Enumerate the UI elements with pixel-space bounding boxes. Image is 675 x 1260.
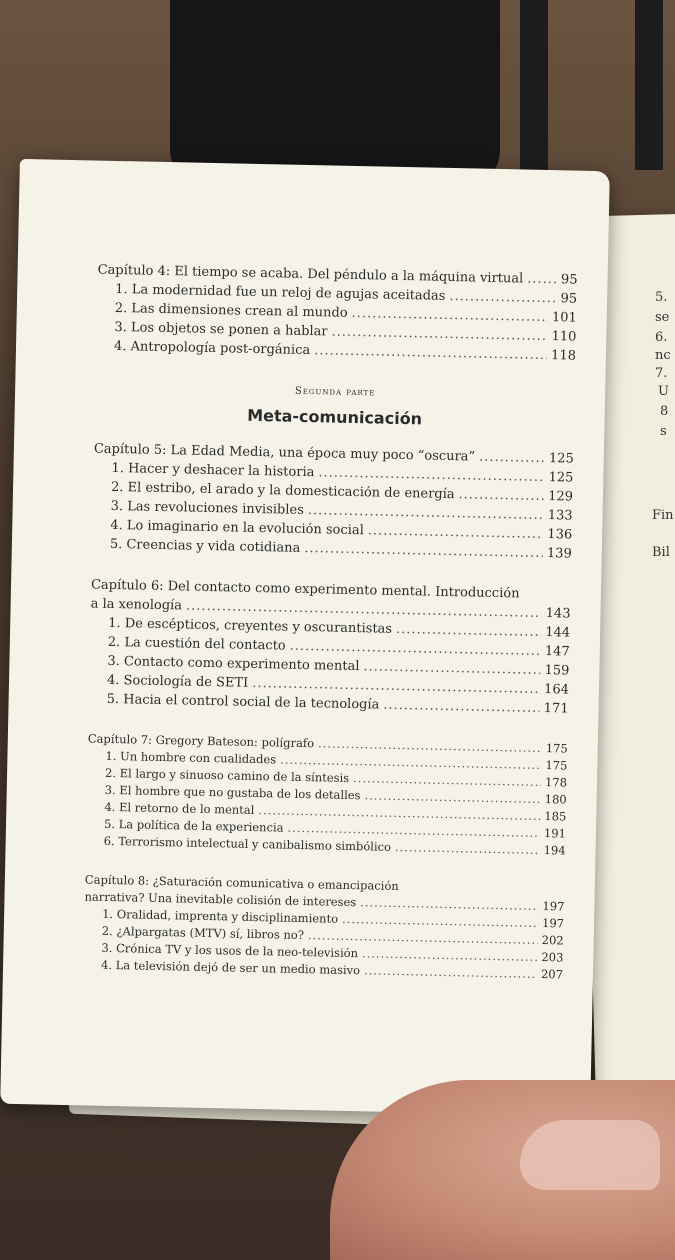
part-heading [94,378,575,432]
right-page-fragment: s [660,424,667,439]
entry-label: 4. El retorno de lo mental [104,799,255,817]
chapter-title: Capítulo 5: La Edad Media, una época muy poco “oscura” [93,441,476,465]
entry-label: 3. Los objetos se ponen a hablar [114,319,328,340]
right-page-fragment: Fin [652,508,674,523]
right-page-fragment: 5. [655,290,668,305]
chapter-title: Capítulo 7: Gregory Bateson: polígrafo [87,731,315,751]
page-number: 203 [541,950,564,965]
chapter-title: Capítulo 6: Del contacto como experimento mental. Introducción [90,577,520,602]
page-number: 133 [547,508,573,524]
page-number: 139 [546,546,572,562]
right-page-fragment: 6. [655,330,668,345]
entry-label: 4. La televisión dejó de ser un medio masivo [100,957,361,978]
page-number: 171 [543,701,569,717]
leader-dots [364,962,537,983]
entry-label: 1. La modernidad fue un reloj de agujas aceitadas [115,281,446,304]
leader-dots [314,341,547,365]
page-number: 202 [541,933,564,948]
entry-label: 3. Contacto como experimento mental [107,653,360,675]
entry-label: 3. El hombre que no gustaba de los detalles [104,782,361,803]
page-number: 197 [542,899,565,914]
entry-label: 5. Hacia el control social de la tecnología [106,691,380,713]
right-page-fragment: nc [655,348,671,363]
entry-label: 5. Creencias y vida cotidiana [109,536,301,556]
leader-dots [458,485,544,506]
chapter-title: Capítulo 8: ¿Saturación comunicativa o emancipación [84,872,399,894]
right-page-fragment: se [655,310,670,325]
entry-label: 4. Antropología post-orgánica [113,338,311,359]
entry-label: 3. Crónica TV y los usos de la neo-televisión [101,940,359,961]
page-number: 207 [540,967,564,982]
right-page-fragment: 8 [660,404,669,419]
chapter-6 [88,576,571,719]
entry-label: 4. Lo imaginario en la evolución social [110,517,364,539]
table-of-contents [82,261,577,1006]
page-number: 95 [560,291,578,307]
chapter-4 [96,261,578,366]
page-number: 144 [545,625,571,641]
entry-label: 2. Las dimensiones crean al mundo [114,300,348,321]
entry-label: 5. La política de la experiencia [103,816,284,835]
page-number: 185 [544,809,567,824]
chair-background [170,0,500,190]
leader-dots [395,839,540,859]
right-page-fragment: U [658,384,669,399]
page-number: 191 [543,826,567,841]
page-number: 164 [543,682,570,698]
part-label: Segunda parte [294,385,376,399]
entry-label: 1. Hacer y deshacer la historia [111,460,315,481]
leader-dots [479,448,545,468]
page-number: 118 [550,348,577,364]
page-number: 110 [551,329,577,345]
leader-dots [304,539,543,563]
entry-label: 1. Un hombre con cualidades [105,748,277,767]
chapter-title: Capítulo 4: El tiempo se acaba. Del péndulo a la máquina virtual [97,262,524,287]
page-number: 125 [548,451,574,467]
page-number: 125 [548,470,574,486]
entry-label: 1. Oralidad, imprenta y disciplinamiento [102,906,339,926]
page-number: 147 [544,644,570,660]
right-page-fragment: 7. [655,366,668,381]
entry-label: 2. El largo y sinuoso camino de la síntesis [104,765,350,785]
entry-label: 3. Las revoluciones invisibles [110,498,304,518]
chapter-title-continued: a la xenología [90,596,183,614]
entry-label: 2. ¿Alpargatas (MTV) sí, libros no? [101,923,305,943]
leader-dots [527,270,557,290]
page-number: 178 [544,775,568,790]
chapter-title-continued: narrativa? Una inevitable colisión de intereses [84,889,357,910]
chapter-5 [92,440,574,564]
leader-dots [383,696,540,718]
page-number: 197 [541,916,565,931]
chair-leg [635,0,663,170]
entry-label: 6. Terrorismo intelectual y canibalismo simbólico [103,833,392,854]
page-number: 194 [543,843,566,858]
entry-label: 2. El estribo, el arado y la domesticación de energía [110,479,455,503]
part-title: Meta-comunicación [246,405,423,429]
leader-dots [449,287,557,308]
chapter-7 [86,730,568,859]
thumbnail-nail [520,1120,660,1190]
page-number: 129 [548,489,574,505]
page-number: 159 [544,663,570,679]
right-page-fragment: Bil [652,545,670,560]
chapter-8 [83,871,565,983]
page-number: 101 [551,310,577,326]
page-number: 143 [545,606,571,622]
page-number: 180 [544,792,567,807]
entry-label: 2. La cuestión del contacto [107,634,286,654]
page-number: 136 [547,527,573,543]
entry-label: 4. Sociología de SETI [106,672,249,691]
entry-label: 1. De escépticos, creyentes y oscurantistas [108,615,393,637]
page-number: 175 [545,741,568,756]
book-page [0,159,610,1116]
page-number: 95 [560,272,578,288]
page-number: 175 [545,758,568,773]
